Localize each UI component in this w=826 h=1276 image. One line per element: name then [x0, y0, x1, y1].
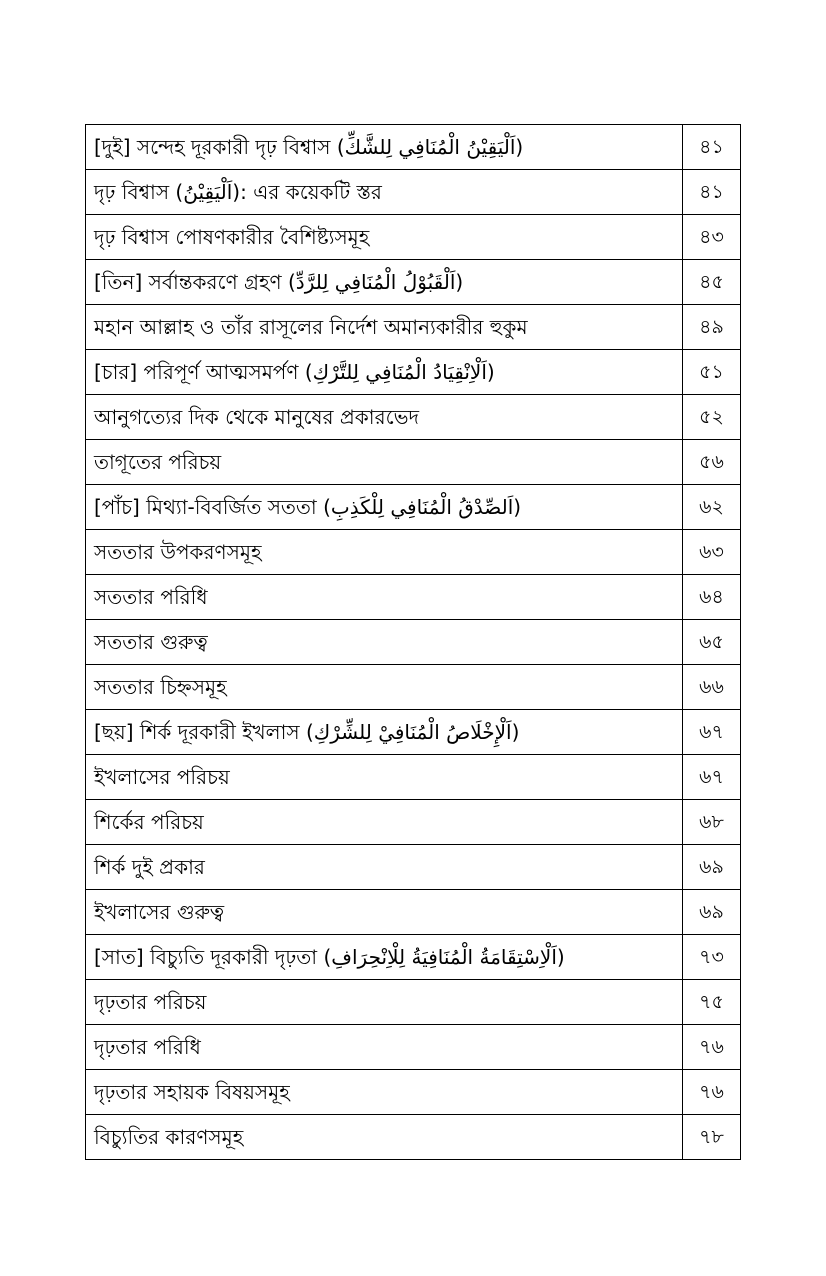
- toc-row: [86, 350, 741, 395]
- toc-entry-page-number: ৫২: [683, 395, 741, 440]
- toc-entry-page-number: ৫৬: [683, 440, 741, 485]
- toc-entry-page-number: ৪৫: [683, 260, 741, 305]
- toc-row: [86, 170, 741, 215]
- toc-entry-page-number: ৬৩: [683, 530, 741, 575]
- toc-row: [86, 575, 741, 620]
- toc-entry-title: মহান আল্লাহ ও তাঁর রাসূলের নির্দেশ অমান্যকারীর হুকুম: [86, 305, 683, 350]
- toc-entry-title: [তিন] সর্বান্তকরণে গ্রহণ (اَلْقَبُوْلُ الْمُنَافِي لِلرَّدِّ): [86, 260, 683, 305]
- toc-entry-title: ইখলাসের গুরুত্ব: [86, 890, 683, 935]
- toc-entry-title: দৃঢ় বিশ্বাস পোষণকারীর বৈশিষ্ট্যসমূহ: [86, 215, 683, 260]
- toc-row: [86, 260, 741, 305]
- toc-entry-page-number: ৫১: [683, 350, 741, 395]
- toc-entry-page-number: ৬৬: [683, 665, 741, 710]
- toc-entry-page-number: ৪১: [683, 170, 741, 215]
- toc-entry-page-number: ৬৪: [683, 575, 741, 620]
- toc-entry-title: শির্ক দুই প্রকার: [86, 845, 683, 890]
- toc-entry-title: সততার উপকরণসমূহ: [86, 530, 683, 575]
- toc-row: [86, 800, 741, 845]
- toc-entry-title: [ছয়] শির্ক দূরকারী ইখলাস (اَلْإِخْلَاصُ الْمُنَافِيْ لِلشِّرْكِ): [86, 710, 683, 755]
- toc-entry-page-number: ৭৬: [683, 1025, 741, 1070]
- toc-entry-page-number: ৬৮: [683, 800, 741, 845]
- toc-row: [86, 440, 741, 485]
- toc-entry-page-number: ৪৩: [683, 215, 741, 260]
- toc-row: [86, 125, 741, 170]
- toc-row: [86, 395, 741, 440]
- toc-row: [86, 665, 741, 710]
- toc-entry-page-number: ৪৯: [683, 305, 741, 350]
- toc-entry-title: দৃঢ় বিশ্বাস (اَلْيَقِيْنُ): এর কয়েকটি স্তর: [86, 170, 683, 215]
- toc-entry-title: [সাত] বিচ্যুতি দূরকারী দৃঢ়তা (اَلْاِسْتِقَامَةُ الْمُنَافِيَةُ لِلْاِنْحِرَافِ): [86, 935, 683, 980]
- toc-row: [86, 1070, 741, 1115]
- toc-entry-title: [পাঁচ] মিথ্যা-বিবর্জিত সততা (اَلصِّدْقُ الْمُنَافِي لِلْكَذِبِ): [86, 485, 683, 530]
- toc-entry-page-number: ৬২: [683, 485, 741, 530]
- toc-entry-title: সততার চিহ্নসমূহ: [86, 665, 683, 710]
- toc-entry-title: [দুই] সন্দেহ দূরকারী দৃঢ় বিশ্বাস (اَلْيَقِيْنُ الْمُنَافِي لِلشَّكِّ): [86, 125, 683, 170]
- toc-entry-page-number: ৭৩: [683, 935, 741, 980]
- toc-entry-title: আনুগত্যের দিক থেকে মানুষের প্রকারভেদ: [86, 395, 683, 440]
- toc-entry-title: শির্কের পরিচয়: [86, 800, 683, 845]
- toc-entry-title: [চার] পরিপূর্ণ আত্মসমর্পণ (اَلْاِنْقِيَادُ الْمُنَافِي لِلتَّرْكِ): [86, 350, 683, 395]
- toc-row: [86, 1025, 741, 1070]
- toc-row: [86, 485, 741, 530]
- toc-entry-title: দৃঢ়তার পরিধি: [86, 1025, 683, 1070]
- toc-row: [86, 1115, 741, 1160]
- toc-entry-page-number: ৬৯: [683, 890, 741, 935]
- toc-entry-title: দৃঢ়তার সহায়ক বিষয়সমূহ: [86, 1070, 683, 1115]
- toc-entry-title: সততার পরিধি: [86, 575, 683, 620]
- toc-row: [86, 980, 741, 1025]
- toc-row: [86, 935, 741, 980]
- toc-entry-page-number: ৬৫: [683, 620, 741, 665]
- toc-entry-page-number: ৪১: [683, 125, 741, 170]
- toc-body: [86, 125, 741, 1160]
- toc-entry-page-number: ৭৬: [683, 1070, 741, 1115]
- toc-entry-page-number: ৭৫: [683, 980, 741, 1025]
- toc-row: [86, 620, 741, 665]
- table-of-contents: [85, 124, 741, 1160]
- toc-row: [86, 215, 741, 260]
- toc-entry-page-number: ৬৭: [683, 755, 741, 800]
- toc-entry-title: বিচ্যুতির কারণসমূহ: [86, 1115, 683, 1160]
- toc-row: [86, 305, 741, 350]
- toc-entry-title: সততার গুরুত্ব: [86, 620, 683, 665]
- toc-entry-page-number: ৬৯: [683, 845, 741, 890]
- toc-row: [86, 755, 741, 800]
- toc-row: [86, 710, 741, 755]
- toc-entry-title: দৃঢ়তার পরিচয়: [86, 980, 683, 1025]
- toc-entry-page-number: ৭৮: [683, 1115, 741, 1160]
- toc-entry-page-number: ৬৭: [683, 710, 741, 755]
- toc-row: [86, 890, 741, 935]
- toc-entry-title: ইখলাসের পরিচয়: [86, 755, 683, 800]
- toc-entry-title: তাগূতের পরিচয়: [86, 440, 683, 485]
- toc-row: [86, 530, 741, 575]
- toc-row: [86, 845, 741, 890]
